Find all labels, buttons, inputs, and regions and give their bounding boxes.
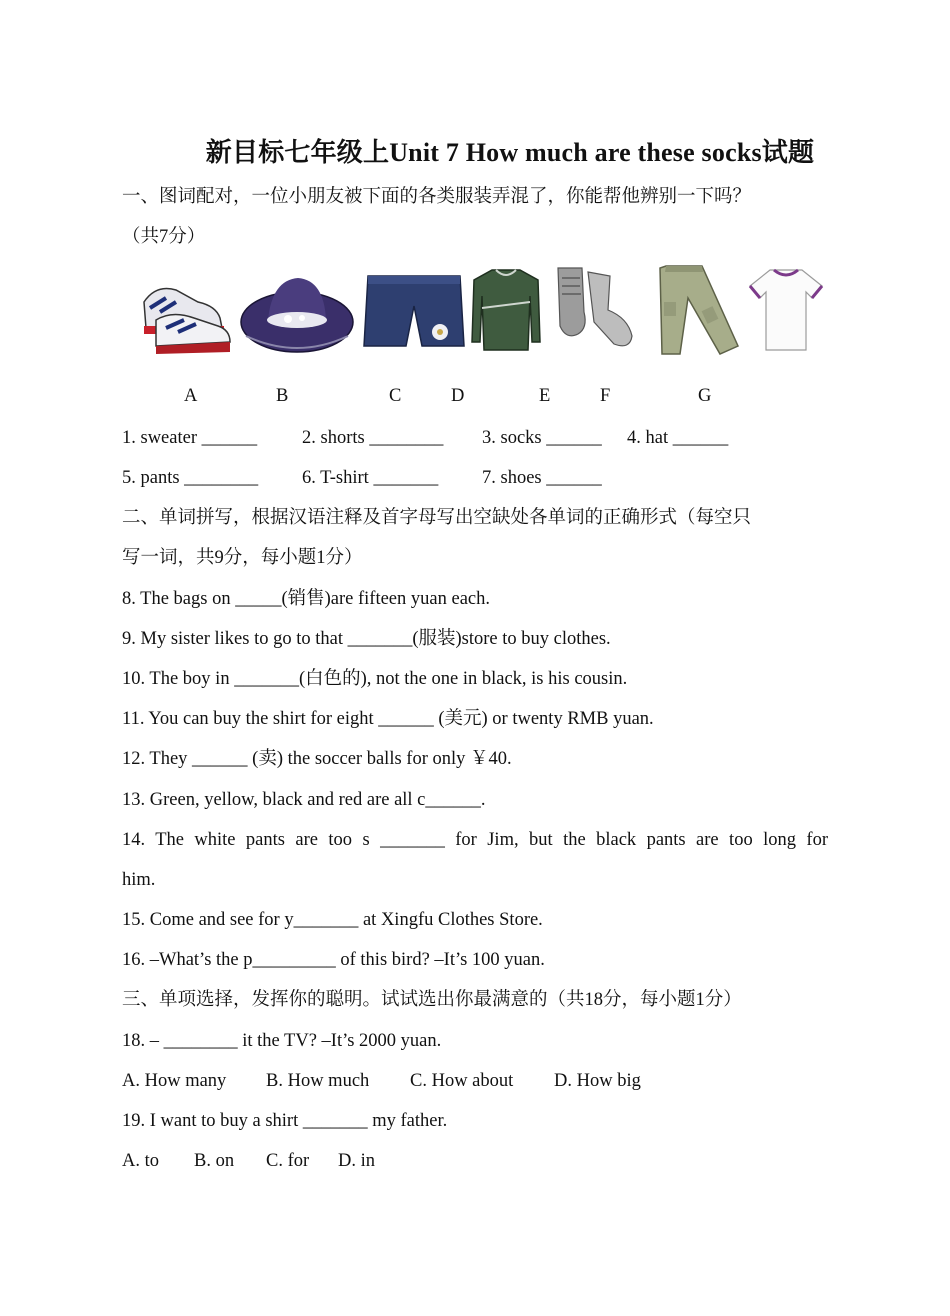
- section3-heading: 三、单项选择，发挥你的聪明。试试选出你最满意的（共18分，每小题1分）: [122, 990, 742, 1010]
- section2-heading: 二、单词拼写，根据汉语注释及首字母写出空缺处各单词的正确形式（每空只: [122, 508, 752, 528]
- shorts-image: [362, 262, 466, 362]
- picture-label-c: C: [389, 386, 402, 406]
- picture-label-g: G: [698, 386, 712, 406]
- q18-option-d: D. How big: [554, 1071, 641, 1091]
- hat-image: [238, 262, 356, 362]
- picture-label-d: D: [451, 386, 465, 406]
- question-8: 8. The bags on _____(销售)are fifteen yuan each.: [122, 589, 490, 609]
- t-shirt-image: [746, 262, 826, 362]
- sneakers-image: [136, 262, 234, 362]
- q18-option-c: C. How about: [410, 1071, 514, 1091]
- section2-heading-cont: 写一词，共9分，每小题1分）: [122, 548, 363, 568]
- q19-option-a: A. to: [122, 1151, 159, 1171]
- question-10: 10. The boy in _______(白色的), not the one in black, is his cousin.: [122, 669, 628, 689]
- question-14: 14. The white pants are too s _______ for Jim, but the black pants are too long for: [122, 830, 828, 850]
- section1-heading: 一、图词配对，一位小朋友被下面的各类服装弄混了，你能帮他辨别一下吗？: [122, 187, 752, 207]
- question-9: 9. My sister likes to go to that _______(服装)store to buy clothes.: [122, 629, 611, 649]
- question-16: 16. –What’s the p_________ of this bird? –It’s 100 yuan.: [122, 950, 545, 970]
- match-item-5: 5. pants ________: [122, 468, 259, 488]
- q19-option-c: C. for: [266, 1151, 310, 1171]
- question-19: 19. I want to buy a shirt _______ my father.: [122, 1111, 448, 1131]
- match-item-2: 2. shorts ________: [302, 428, 444, 448]
- match-item-1: 1. sweater ______: [122, 428, 258, 448]
- q19-option-d: D. in: [338, 1151, 375, 1171]
- question-12: 12. They ______ (卖) the soccer balls for only ￥40.: [122, 749, 512, 769]
- question-11: 11. You can buy the shirt for eight ______ (美元) or twenty RMB yuan.: [122, 709, 654, 729]
- match-item-4: 4. hat ______: [627, 428, 729, 448]
- question-18: 18. – ________ it the TV? –It’s 2000 yuan.: [122, 1031, 442, 1051]
- sweater-image: [470, 262, 542, 362]
- q19-option-b: B. on: [194, 1151, 235, 1171]
- match-item-7: 7. shoes ______: [482, 468, 602, 488]
- picture-label-e: E: [539, 386, 551, 406]
- q18-option-b: B. How much: [266, 1071, 370, 1091]
- picture-label-b: B: [276, 386, 289, 406]
- section1-points: （共7分）: [122, 227, 206, 247]
- question-15: 15. Come and see for y_______ at Xingfu Clothes Store.: [122, 910, 543, 930]
- picture-label-f: F: [600, 386, 611, 406]
- pants-image: [646, 262, 742, 362]
- socks-image: [548, 262, 642, 362]
- match-item-6: 6. T-shirt _______: [302, 468, 439, 488]
- question-14-cont: him.: [122, 870, 156, 890]
- page-title: 新目标七年级上Unit 7 How much are these socks试题: [205, 138, 815, 167]
- q18-option-a: A. How many: [122, 1071, 227, 1091]
- match-item-3: 3. socks ______: [482, 428, 602, 448]
- question-13: 13. Green, yellow, black and red are all c______.: [122, 790, 486, 810]
- picture-label-a: A: [184, 386, 198, 406]
